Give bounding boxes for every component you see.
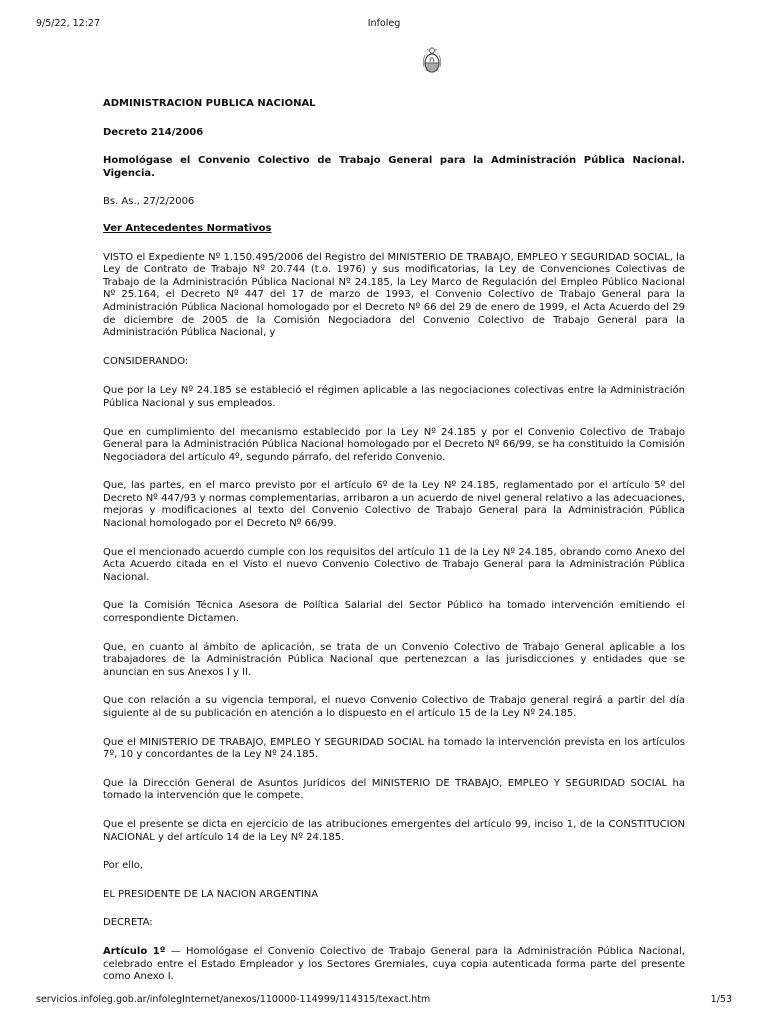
considerando-paragraph: Que, en cuanto al ámbito de aplicación, se trata de un Convenio Colectivo de Trabajo General aplicable a los trabajadores de la Administración Pública Nacional que pertenezcan a las jurisdicciones y entidades que se anuncian en sus Anexos I y II.	[103, 641, 685, 678]
org-heading: ADMINISTRACION PUBLICA NACIONAL	[103, 98, 316, 109]
print-site-title: Infoleg	[367, 18, 401, 29]
decree-number: Decreto 214/2006	[103, 126, 204, 138]
considerando-paragraph: Que el MINISTERIO DE TRABAJO, EMPLEO Y SEGURIDAD SOCIAL ha tomado la intervención prevista en los artículos 7º, 10 y concordantes de la Ley Nº 24.185.	[103, 736, 685, 761]
coat-of-arms-icon	[422, 47, 442, 75]
considerando-paragraph: Que la Comisión Técnica Asesora de Política Salarial del Sector Público ha tomado intervención emitiendo el correspondiente Dictamen.	[103, 600, 685, 625]
place-date: Bs. As., 27/2/2006	[103, 196, 195, 208]
print-url: servicios.infoleg.gob.ar/infolegInternet/anexos/110000-114999/114315/texact.htm	[36, 994, 431, 1005]
considerando-paragraph: Que en cumplimiento del mecanismo establecido por la Ley Nº 24.185 y por el Convenio Colectivo de Trabajo General para la Administración Pública Nacional homologado por el Decreto Nº 66/99, se ha constituido la Comisión Negociadora del artículo 4º, segundo párrafo, del referido Convenio.	[103, 426, 685, 463]
considerando-heading: CONSIDERANDO:	[103, 355, 189, 367]
por-ello: Por ello,	[103, 860, 144, 872]
articulo-1-text: — Homológase el Convenio Colectivo de Trabajo General para la Administración Pública Nacional, celebrado entre el Estado Empleador y los Sectores Gremiales, cuya copia autenticada forma parte del presente como Anexo I.	[103, 945, 685, 983]
considerando-paragraph: Que la Dirección General de Asuntos Jurídicos del MINISTERIO DE TRABAJO, EMPLEO Y SEGURIDAD SOCIAL ha tomado la intervención que le compete.	[103, 777, 685, 802]
decreta-heading: DECRETA:	[103, 917, 153, 929]
print-date: 9/5/22, 12:27	[36, 18, 100, 29]
decree-document	[103, 98, 685, 984]
considerando-paragraph: Que, las partes, en el marco previsto por el artículo 6º de la Ley Nº 24.185, reglamentado por el artículo 5º del Decreto Nº 447/93 y normas complementarias, arribaron a un acuerdo de nivel general relativo a las adecuaciones, mejoras y modificaciones al texto del Convenio Colectivo de Trabajo General para la Administración Pública Nacional homologado por el Decreto Nº 66/99.	[103, 480, 685, 530]
antecedentes-link[interactable]: Ver Antecedentes Normativos	[103, 222, 272, 234]
considerando-paragraph: Que con relación a su vigencia temporal, el nuevo Convenio Colectivo de Trabajo general regirá a partir del día siguiente al de su publicación en atención a lo dispuesto en el artículo 15 de la Ley Nº 24.185.	[103, 695, 685, 719]
presidente-heading: EL PRESIDENTE DE LA NACION ARGENTINA	[103, 888, 319, 900]
print-header	[36, 18, 732, 32]
considerando-paragraph: Que el mencionado acuerdo cumple con los requisitos del artículo 11 de la Ley Nº 24.185, obrando como Anexo del Acta Acuerdo citada en el Visto el nuevo Convenio Colectivo de Trabajo General para la Administración Pública Nacional.	[103, 546, 685, 583]
considerando-paragraph: Que por la Ley Nº 24.185 se estableció el régimen aplicable a las negociaciones colectivas entre la Administración Pública Nacional y sus empleados.	[103, 385, 685, 409]
page-counter: 1/53	[710, 994, 732, 1005]
print-footer	[36, 994, 732, 1008]
decree-title: Homológase el Convenio Colectivo de Trabajo General para la Administración Pública Nacional. Vigencia.	[103, 155, 685, 179]
considerando-paragraph: Que el presente se dicta en ejercicio de las atribuciones emergentes del artículo 99, inciso 1, de la CONSTITUCION NACIONAL y del artículo 14 de la Ley Nº 24.185.	[103, 818, 685, 843]
visto-paragraph: VISTO el Expediente Nº 1.150.495/2006 del Registro del MINISTERIO DE TRABAJO, EMPLEO Y SEGURIDAD SOCIAL, la Ley de Contrato de Trabajo Nº 20.744 (t.o. 1976) y sus modificatorias, la Ley de Convenciones Colectivas de Trabajo de la Administración Pública Nacional Nº 24.185, la Ley Marco de Regulación del Empleo Público Nacional Nº 25.164, el Decreto Nº 447 del 17 de marzo de 1993, el Convenio Colectivo de Trabajo General para la Administración Pública Nacional homologado por el Decreto Nº 66 del 29 de enero de 1999, el Acta Acuerdo del 29 de diciembre de 2005 de la Comisión Negociadora del Convenio Colectivo de Trabajo General para la Administración Pública Nacional, y	[103, 251, 685, 339]
articulo-1-label: Artículo 1º	[103, 945, 166, 957]
articulo-1	[103, 946, 685, 984]
